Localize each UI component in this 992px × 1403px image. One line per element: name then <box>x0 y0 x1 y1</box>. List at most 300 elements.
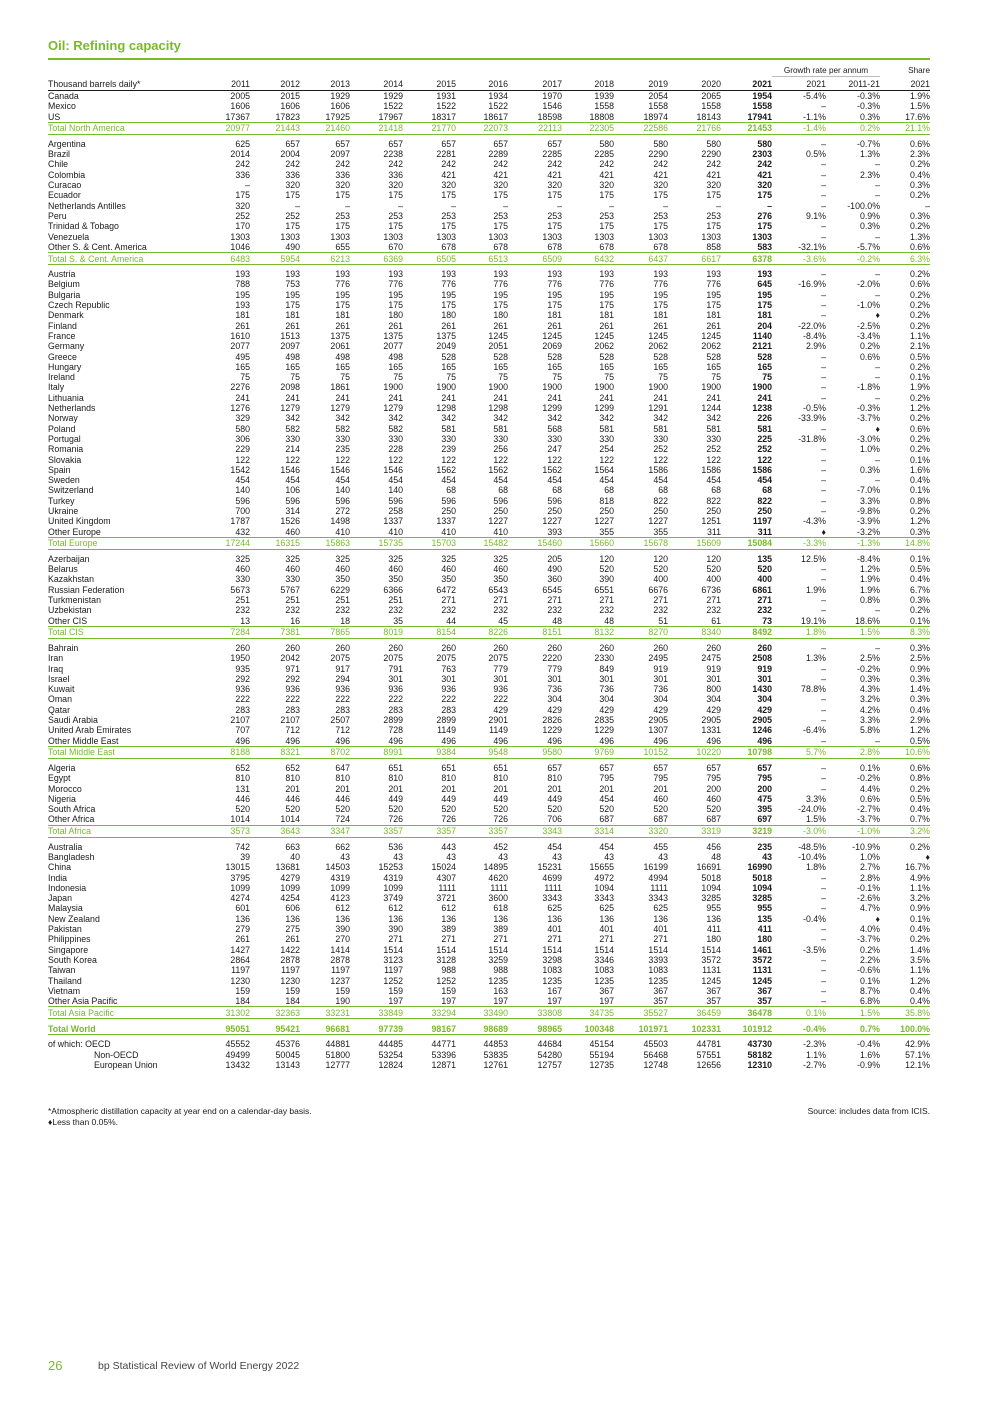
share-header: 2021 <box>880 77 930 91</box>
year-value: 454 <box>493 475 508 486</box>
year-value: 496 <box>285 735 300 746</box>
table-row <box>48 715 930 725</box>
year-value: 678 <box>653 241 668 252</box>
row-label: Other S. & Cent. America <box>48 241 147 252</box>
year-value: 4994 <box>648 872 668 883</box>
year-value: 389 <box>441 924 456 935</box>
year-value: 421 <box>706 169 721 180</box>
growth-value: – <box>821 423 826 434</box>
year-value: 454 <box>757 475 772 486</box>
year-value: 726 <box>441 814 456 825</box>
year-value: 271 <box>599 934 614 945</box>
year-value: 1099 <box>330 882 350 893</box>
year-value: 1929 <box>330 91 350 101</box>
row-label: Slovakia <box>48 454 82 465</box>
year-value: 528 <box>599 351 614 362</box>
year-value: 175 <box>757 300 772 311</box>
growth-value: 0.2% <box>859 944 881 955</box>
year-value: 400 <box>757 574 772 585</box>
row-label: Belarus <box>48 564 78 575</box>
year-value: 225 <box>757 433 772 444</box>
year-value: 520 <box>653 564 668 575</box>
year-value: 454 <box>335 475 350 486</box>
year-value: 21460 <box>300 122 350 134</box>
year-value: 4319 <box>330 872 350 883</box>
year-value: 1083 <box>648 965 668 976</box>
year-value: 136 <box>706 913 721 924</box>
share-value: 2.3% <box>909 149 931 160</box>
year-value: 496 <box>599 735 614 746</box>
year-value: 2901 <box>488 715 508 726</box>
growth-value: 2.8% <box>859 872 881 883</box>
region-total-row <box>48 253 930 265</box>
share-value: 0.2% <box>909 300 931 311</box>
growth-value: -3.9% <box>857 516 881 527</box>
year-value: 4123 <box>330 893 350 904</box>
year-value: 241 <box>706 392 721 403</box>
year-value: 779 <box>547 663 562 674</box>
year-value: 456 <box>706 841 721 852</box>
year-value: 1303 <box>488 231 508 242</box>
year-value: 657 <box>388 138 403 149</box>
year-value: 988 <box>441 965 456 976</box>
footnote-definition: *Atmospheric distillation capacity at year end on a calendar-day basis. <box>48 1106 312 1116</box>
growth-value: 0.3% <box>859 111 881 122</box>
year-value: 401 <box>547 924 562 935</box>
year-value: 3343 <box>594 893 614 904</box>
row-label: Austria <box>48 269 76 280</box>
year-value: 201 <box>599 783 614 794</box>
year-value: 175 <box>388 221 403 232</box>
year-value: 657 <box>547 138 562 149</box>
growth-value: ♦ <box>875 913 881 924</box>
year-value: 260 <box>235 642 250 653</box>
year-value: 3343 <box>508 825 562 837</box>
growth-value: -8.4% <box>803 330 826 341</box>
year-value: 528 <box>757 351 772 362</box>
year-value: 1099 <box>230 882 250 893</box>
table-row <box>48 763 930 773</box>
year-value: 580 <box>653 138 668 149</box>
year-value: 810 <box>388 773 403 784</box>
table-row <box>48 475 930 485</box>
year-value: 6505 <box>403 253 456 265</box>
row-label: Denmark <box>48 310 84 321</box>
growth-value: -3.4% <box>857 330 881 341</box>
year-value: – <box>245 180 250 191</box>
share-value: 0.2% <box>909 221 931 232</box>
year-value: 449 <box>493 793 508 804</box>
year-value: 39 <box>240 852 250 862</box>
year-value: 776 <box>599 279 614 290</box>
share-value: 1.6% <box>909 464 931 475</box>
growth-value: 0.2% <box>826 122 880 134</box>
share-value: 3.2% <box>880 825 930 837</box>
share-value: 0.4% <box>909 475 931 486</box>
year-value: 136 <box>335 913 350 924</box>
year-value: 8154 <box>403 626 456 638</box>
growth-value: 4.4% <box>859 783 881 794</box>
year-value: 241 <box>547 392 562 403</box>
year-value: 275 <box>285 924 300 935</box>
year-value: 810 <box>285 773 300 784</box>
year-value: 342 <box>285 413 300 424</box>
growth-value: – <box>821 505 826 516</box>
year-value: 48 <box>552 615 562 626</box>
year-value: 810 <box>335 773 350 784</box>
year-value: 140 <box>388 485 403 496</box>
growth-value: 2.7% <box>859 862 881 873</box>
year-value: 429 <box>547 704 562 715</box>
year-value: 678 <box>441 241 456 252</box>
share-value: 0.1% <box>909 913 931 924</box>
year-value: 301 <box>388 673 403 684</box>
growth-value: ♦ <box>875 310 881 321</box>
year-value: 325 <box>388 553 403 564</box>
year-value: 10798 <box>721 746 772 758</box>
year-value: 325 <box>285 553 300 564</box>
year-value: 421 <box>757 169 772 180</box>
year-value: 49499 <box>225 1049 250 1060</box>
year-value: 304 <box>757 694 772 705</box>
year-value: 2905 <box>701 715 721 726</box>
header-row <box>48 77 930 91</box>
year-value: 655 <box>335 241 350 252</box>
year-value: 3572 <box>752 954 772 965</box>
row-label: Total S. & Cent. America <box>48 253 184 265</box>
year-value: 12824 <box>378 1060 403 1071</box>
year-value: 1900 <box>436 382 456 393</box>
year-value: 454 <box>547 841 562 852</box>
growth-value: 1.8% <box>805 862 826 873</box>
year-value: 460 <box>388 564 403 575</box>
year-value: 320 <box>599 180 614 191</box>
year-value: 232 <box>335 605 350 616</box>
year-value: 3357 <box>456 825 508 837</box>
growth-value: -3.7% <box>857 814 881 825</box>
year-value: 15609 <box>668 537 721 549</box>
year-value: 1610 <box>230 330 250 341</box>
year-value: 122 <box>757 454 772 465</box>
share-value: 1.9% <box>909 91 931 101</box>
year-value: 232 <box>493 605 508 616</box>
year-value: 1303 <box>280 231 300 242</box>
row-label: Hungary <box>48 361 82 372</box>
year-value: 261 <box>285 934 300 945</box>
year-value: 367 <box>599 985 614 996</box>
year-value: 1375 <box>436 330 456 341</box>
year-value: 241 <box>388 392 403 403</box>
year-value: 75 <box>498 372 508 383</box>
row-label: Egypt <box>48 773 71 784</box>
year-value: 475 <box>757 793 772 804</box>
share-value: 1.1% <box>909 330 931 341</box>
growth-value: – <box>821 605 826 616</box>
year-value: 18598 <box>537 111 562 122</box>
year-value: 9769 <box>562 746 614 758</box>
year-value: 657 <box>335 138 350 149</box>
year-value: 101912 <box>721 1023 772 1035</box>
year-value: 120 <box>599 553 614 564</box>
year-value: – <box>398 200 403 211</box>
year-value: 330 <box>599 433 614 444</box>
year-value: 4972 <box>594 872 614 883</box>
year-value: 2475 <box>701 653 721 664</box>
growth-value: – <box>821 310 826 321</box>
growth-value: – <box>821 300 826 311</box>
year-value: 520 <box>335 804 350 815</box>
year-value: 68 <box>446 485 456 496</box>
row-label: Russian Federation <box>48 584 125 595</box>
year-value: 410 <box>388 526 403 537</box>
year-value: 1929 <box>383 91 403 101</box>
year-value: 647 <box>335 762 350 773</box>
year-value: 163 <box>493 985 508 996</box>
year-value: 21418 <box>350 122 403 134</box>
year-value: 454 <box>599 793 614 804</box>
table-row <box>48 290 930 300</box>
year-value: 367 <box>706 985 721 996</box>
growth-value: -0.3% <box>857 403 881 414</box>
year-value: 858 <box>706 241 721 252</box>
year-value: 325 <box>235 553 250 564</box>
year-value: 2107 <box>280 715 300 726</box>
year-value: 3285 <box>752 893 772 904</box>
year-value: 496 <box>388 735 403 746</box>
year-value: 170 <box>235 221 250 232</box>
row-label: Saudi Arabia <box>48 715 98 726</box>
year-value: 1514 <box>436 944 456 955</box>
growth-value: 2.3% <box>859 169 881 180</box>
year-value: 1252 <box>383 975 403 986</box>
growth-value: -100.0% <box>847 200 881 211</box>
year-value: 226 <box>757 413 772 424</box>
year-value: 175 <box>441 190 456 201</box>
year-value: 261 <box>285 320 300 331</box>
year-value: 181 <box>653 310 668 321</box>
table-row <box>48 873 930 883</box>
year-value: 242 <box>599 159 614 170</box>
year-value: 657 <box>599 762 614 773</box>
year-value: 44853 <box>483 1039 508 1050</box>
year-value: 9548 <box>456 746 508 758</box>
year-value: 449 <box>547 793 562 804</box>
year-value: 193 <box>706 269 721 280</box>
year-value: 432 <box>235 526 250 537</box>
publication-title: bp Statistical Review of World Energy 2022 <box>98 1360 300 1372</box>
growth-value: – <box>821 893 826 904</box>
table-row <box>48 862 930 872</box>
year-value: 496 <box>335 735 350 746</box>
year-value: 122 <box>547 454 562 465</box>
year-value: 159 <box>335 985 350 996</box>
share-value: 1.5% <box>909 101 931 112</box>
year-value: 8492 <box>721 626 772 638</box>
year-value: 306 <box>235 433 250 444</box>
year-value: 429 <box>493 704 508 715</box>
row-label: Ecuador <box>48 190 81 201</box>
year-value: 1900 <box>594 382 614 393</box>
row-label: Romania <box>48 444 84 455</box>
share-value: 0.5% <box>909 735 931 746</box>
year-value: 1303 <box>330 231 350 242</box>
row-label: Netherlands Antilles <box>48 200 126 211</box>
world-total-row <box>48 1023 930 1035</box>
growth-value: -2.3% <box>803 1039 826 1050</box>
growth-value: -1.1% <box>803 111 826 122</box>
year-value: 165 <box>653 361 668 372</box>
year-value: 254 <box>599 444 614 455</box>
year-value: 390 <box>335 924 350 935</box>
growth-value: – <box>821 392 826 403</box>
year-value: 2835 <box>594 715 614 726</box>
year-value: 429 <box>599 704 614 715</box>
year-value: 256 <box>493 444 508 455</box>
year-value: 795 <box>599 773 614 784</box>
year-value: 159 <box>388 985 403 996</box>
year-value: 181 <box>335 310 350 321</box>
year-value: 2121 <box>752 341 772 352</box>
year-value: 195 <box>757 289 772 300</box>
year-value: 724 <box>335 814 350 825</box>
year-value: 122 <box>441 454 456 465</box>
share-value: ♦ <box>925 852 931 862</box>
year-value: 13681 <box>275 862 300 873</box>
share-value: 1.4% <box>909 944 931 955</box>
year-value: 43 <box>340 852 350 862</box>
row-label: Total World <box>48 1023 184 1035</box>
table-row <box>48 574 930 584</box>
year-value: 1246 <box>752 725 772 736</box>
year-value: 2062 <box>701 341 721 352</box>
growth-value: 78.8% <box>801 684 826 695</box>
year-value: 260 <box>285 642 300 653</box>
year-value: 390 <box>388 924 403 935</box>
year-value: 251 <box>235 595 250 606</box>
year-value: 2289 <box>488 149 508 160</box>
growth-value: 1.9% <box>805 584 826 595</box>
year-value: 1227 <box>488 516 508 527</box>
growth-value: -16.9% <box>798 279 826 290</box>
year-value: 181 <box>235 310 250 321</box>
year-value: 271 <box>547 934 562 945</box>
year-value: 251 <box>388 595 403 606</box>
row-label: Non-OECD <box>94 1049 139 1060</box>
year-value: 197 <box>388 996 403 1007</box>
year-value: 180 <box>706 934 721 945</box>
share-value: 0.3% <box>909 642 931 653</box>
year-value: 776 <box>653 279 668 290</box>
year-value: 1229 <box>542 725 562 736</box>
year-value: – <box>345 200 350 211</box>
year-value: 449 <box>441 793 456 804</box>
table-row <box>48 784 930 794</box>
growth-value: – <box>821 985 826 996</box>
year-value: 180 <box>388 310 403 321</box>
year-value: 411 <box>706 924 721 935</box>
growth-value: ♦ <box>875 423 881 434</box>
growth-value: -3.0% <box>772 825 826 837</box>
share-value: 4.9% <box>909 872 931 883</box>
year-value: 75 <box>762 372 772 383</box>
year-value: 490 <box>285 241 300 252</box>
table-row <box>48 965 930 975</box>
row-label: Thailand <box>48 975 82 986</box>
year-value: 35527 <box>614 1007 668 1019</box>
growth-value: 1.5% <box>826 1007 880 1019</box>
year-value: 3259 <box>488 954 508 965</box>
share-value: 16.7% <box>905 862 931 873</box>
year-value: 193 <box>757 269 772 280</box>
year-value: 75 <box>393 372 403 383</box>
year-value: 330 <box>335 433 350 444</box>
year-value: 283 <box>235 704 250 715</box>
share-value: 0.2% <box>909 841 931 852</box>
year-value: 3128 <box>436 954 456 965</box>
year-value: 736 <box>547 684 562 695</box>
table-row <box>48 310 930 320</box>
row-label: Turkmenistan <box>48 595 101 606</box>
table-row <box>48 413 930 423</box>
year-value: 271 <box>757 595 772 606</box>
table-row <box>48 903 930 913</box>
year-value: 181 <box>706 310 721 321</box>
year-value: 520 <box>706 564 721 575</box>
year-value: 73 <box>762 615 772 626</box>
year-value: 122 <box>388 454 403 465</box>
year-value: 763 <box>441 663 456 674</box>
table-row <box>48 664 930 674</box>
year-value: 193 <box>235 269 250 280</box>
year-value: 1303 <box>594 231 614 242</box>
row-label: South Africa <box>48 804 96 815</box>
year-value: 2014 <box>230 149 250 160</box>
year-value: 193 <box>547 269 562 280</box>
year-value: 16199 <box>643 862 668 873</box>
growth-value: -3.2% <box>857 526 881 537</box>
share-value: 0.8% <box>909 773 931 784</box>
year-value: 460 <box>441 564 456 575</box>
growth-value: -0.1% <box>857 882 881 893</box>
year-value: 260 <box>706 642 721 653</box>
year-value: 2330 <box>594 653 614 664</box>
year-value: 48 <box>604 615 614 626</box>
year-value: 446 <box>335 793 350 804</box>
growth-value: – <box>821 735 826 746</box>
share-value: 0.2% <box>909 433 931 444</box>
year-value: 336 <box>285 169 300 180</box>
year-value: 13015 <box>225 862 250 873</box>
growth-value: 4.0% <box>859 924 881 935</box>
row-label: Nigeria <box>48 793 76 804</box>
share-value: 0.1% <box>909 485 931 496</box>
table-row <box>48 506 930 516</box>
year-value: 15678 <box>614 537 668 549</box>
region-total-row <box>48 746 930 758</box>
year-value: 43 <box>446 852 456 862</box>
share-value: 0.3% <box>909 526 931 537</box>
year-value: 228 <box>388 444 403 455</box>
year-value: 165 <box>388 361 403 372</box>
share-value: 0.6% <box>909 241 931 252</box>
year-value: 271 <box>493 934 508 945</box>
year-value: 651 <box>388 762 403 773</box>
growth-value: – <box>821 190 826 201</box>
growth-value: 0.2% <box>859 341 881 352</box>
year-value: 6369 <box>350 253 403 265</box>
year-value: 2049 <box>436 341 456 352</box>
year-value: 652 <box>285 762 300 773</box>
